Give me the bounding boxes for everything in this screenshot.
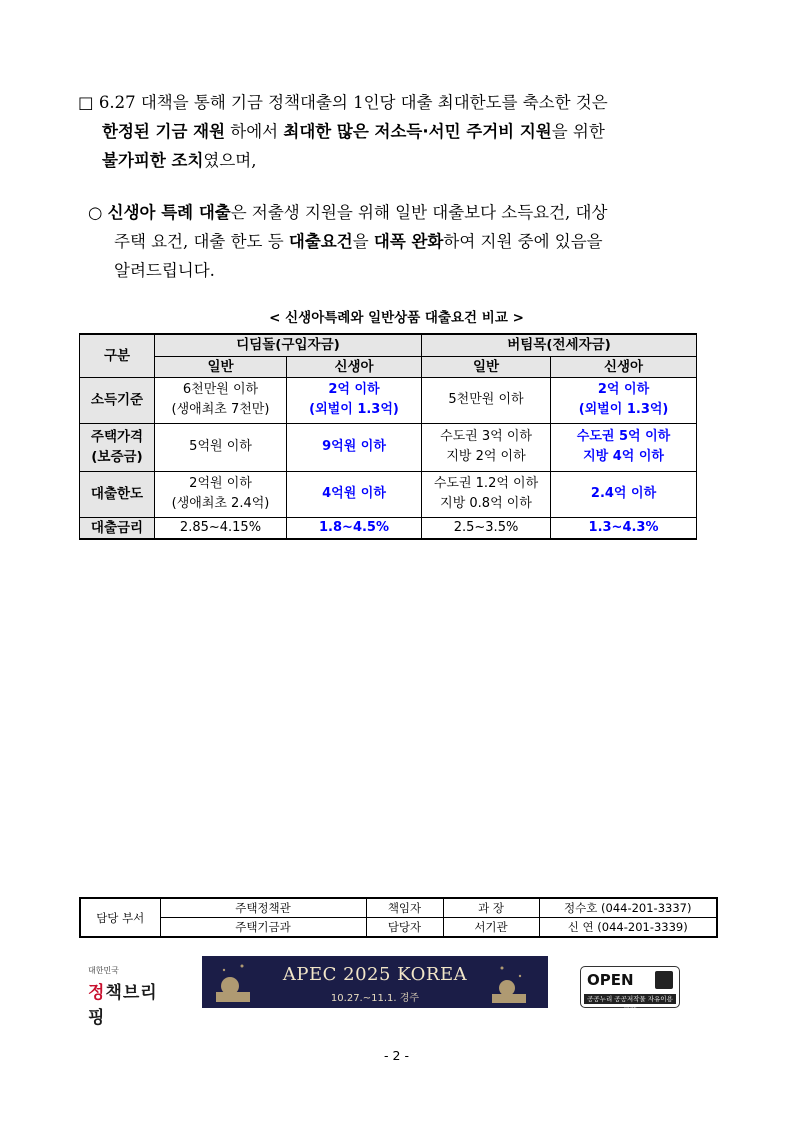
apec-title: APEC 2025 KOREA [282,964,468,985]
cell [551,423,697,471]
cell-line: (외벌이 1.3억) [578,402,669,417]
row-label-loan-limit: 대출한도 [80,471,155,517]
cell: 2.85~4.15% [155,517,287,539]
apec-banner [202,956,548,1008]
cell-line: (보증금) [91,449,143,465]
p1-line-2 [78,117,728,146]
cell-line: 지방 2억 이하 [446,449,526,464]
table-row-interest [80,517,697,539]
cell: 5억원 이하 [155,423,287,471]
contact-table [79,897,718,938]
p1-line-1: □ 6.27 대책을 통해 기금 정책대출의 1인당 대출 최대한도를 축소한 것은 [78,93,608,112]
cell: 2.4억 이하 [551,471,697,517]
resp-label: 책임자 [366,898,443,918]
row-label-income: 소득기준 [80,377,155,423]
policy-briefing-logo [88,965,168,1028]
p2-text: 주택 요건, 대출 한도 등 [114,232,289,251]
cell-line: (생애최초 7천만) [171,402,270,417]
p1-bold-measure: 불가피한 조치 [102,151,204,170]
paragraph-policy-reason [78,88,728,175]
staff-label: 담당자 [366,918,443,938]
dept-name: 주택기금과 [160,918,366,938]
p2-line-3: 알려드립니다. [114,261,215,280]
header-beotimmok: 버팀목(전세자금) [422,334,697,356]
p1-line-3 [78,146,728,175]
cell-line: 수도권 5억 이하 [576,429,671,444]
p2-text: 하여 지원 중에 있음을 [443,232,603,251]
staff-contact: 신 연 (044-201-3339) [539,918,717,938]
cell-line: (외벌이 1.3억) [309,402,399,417]
cell: 9억원 이하 [287,423,422,471]
staff-title: 서기관 [443,918,539,938]
p2-bold-requirements: 대출요건 [288,232,353,251]
cell-line: (생애최초 2.4억) [171,496,270,511]
cell: 5천만원 이하 [422,377,551,423]
loan-comparison-table [79,333,697,540]
cell-line: 지방 0.8억 이하 [440,496,532,511]
p2-text: 을 [352,232,374,251]
cell-line: 2억원 이하 [189,476,252,491]
p2-bold-newborn: 신생아 특례 대출 [107,203,231,222]
cell: 1.3~4.3% [551,517,697,539]
attribution-icon [655,971,673,989]
cell-line: 수도권 1.2억 이하 [433,476,539,491]
cell-line: 2억 이하 [328,382,380,397]
cell [422,471,551,517]
cell: 2.5~3.5% [422,517,551,539]
resp-contact: 정수호 (044-201-3337) [539,898,717,918]
header-general: 일반 [155,356,287,377]
p2-bold-relaxed: 대폭 완화 [373,232,444,251]
cell [155,471,287,517]
cell: 4억원 이하 [287,471,422,517]
header-didimdol: 디딤돌(구입자금) [155,334,422,356]
dept-label: 담당 부서 [80,898,160,937]
logo-rest: 책브리핑 [88,983,158,1028]
cell-line: 주택가격 [90,429,144,445]
header-newborn: 신생아 [287,356,422,377]
p2-line-1 [88,198,728,227]
table-row-loan-limit [80,471,697,517]
table-caption: < 신생아특례와 일반상품 대출요건 비교 > [269,310,524,326]
table-row-house-price [80,423,697,471]
p1-text: 였으며, [203,151,257,170]
cell [422,423,551,471]
apec-dates: 10.27.~11.1. 경주 [330,993,420,1004]
dept-name: 주택정책관 [160,898,366,918]
cell: 1.8~4.5% [287,517,422,539]
table-row-income [80,377,697,423]
p1-text: 을 위한 [551,122,605,141]
header-newborn: 신생아 [551,356,697,377]
p2-text: 은 저출생 지원을 위해 일반 대출보다 소득요건, 대상 [230,203,608,222]
p1-bold-support: 최대한 많은 저소득·서민 주거비 지원 [283,122,552,141]
cell-line: 지방 4억 이하 [583,449,664,464]
row-label-interest: 대출금리 [80,517,155,539]
cell [551,377,697,423]
p1-bold-fund: 한정된 기금 재원 [102,122,226,141]
logo-big-text [88,978,168,1028]
open-license-logo [580,966,680,1013]
cell-line: 수도권 3억 이하 [440,429,532,444]
resp-title: 과 장 [443,898,539,918]
row-label-house-price [80,423,155,471]
cell-line: 6천만원 이하 [182,382,259,397]
logo-red-char: 정 [88,983,106,1003]
open-bar-text: 공공누리 공공저작물 자유이용허락 [584,994,676,1004]
p2-line-2 [88,227,728,256]
open-text: OPEN [587,971,634,989]
logo-small-text: 대한민국 [88,966,119,975]
bullet-circle: ○ [88,203,108,222]
cell [287,377,422,423]
header-gubun: 구분 [80,334,155,377]
cell-line: 2억 이하 [597,382,650,397]
header-general: 일반 [422,356,551,377]
p1-text: 하에서 [225,122,284,141]
paragraph-newborn-loan [88,198,728,285]
cell [155,377,287,423]
page-number: - 2 - [384,1048,409,1063]
